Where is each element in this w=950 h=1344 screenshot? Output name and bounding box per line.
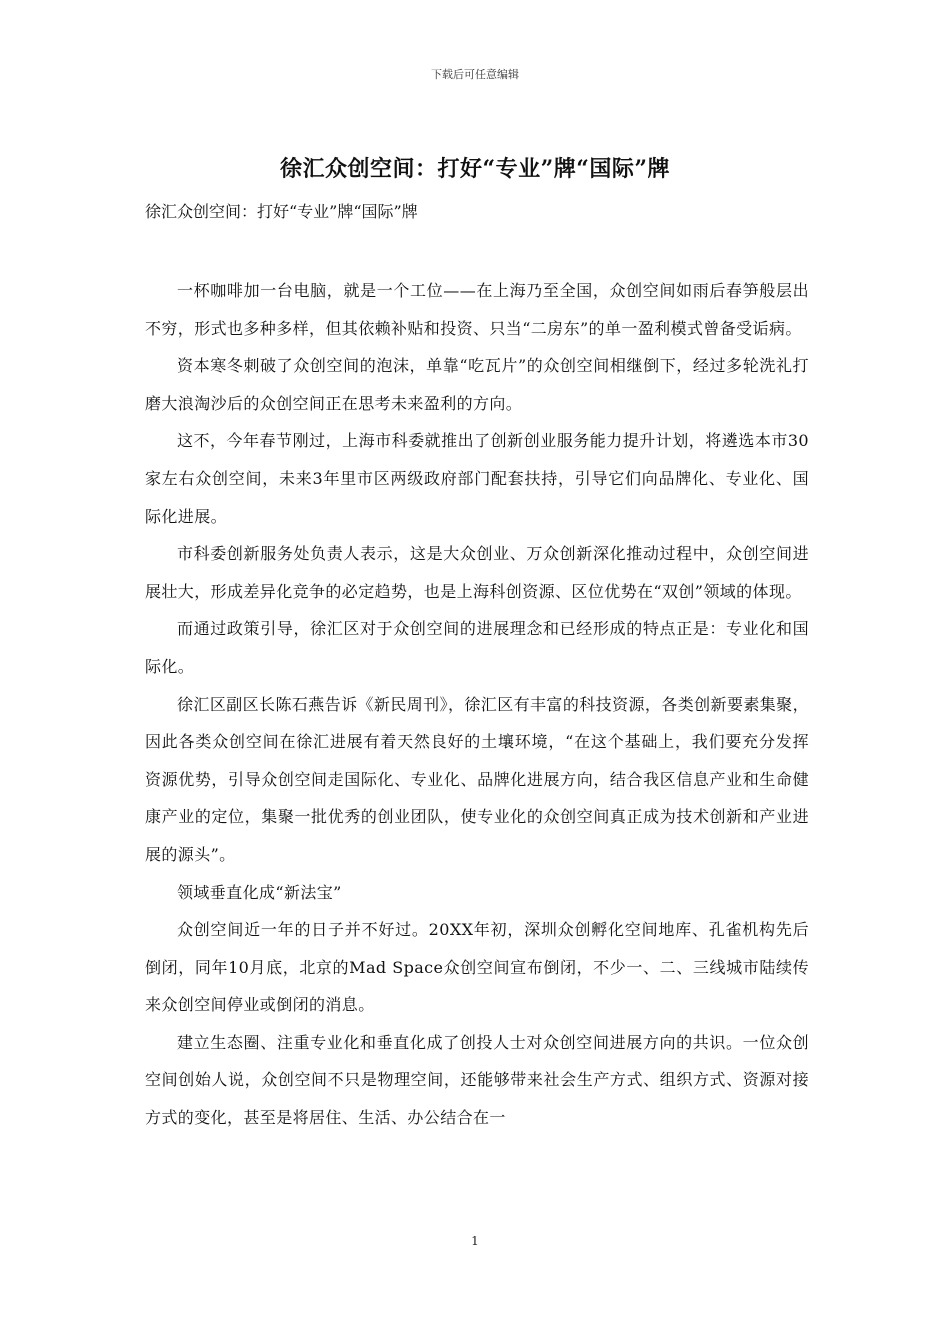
paragraph: 建立生态圈、注重专业化和垂直化成了创投人士对众创空间进展方向的共识。一位众创空间创始人说，众创空间不只是物理空间，还能够带来社会生产方式、组织方式、资源对接方式的变化，甚至是将居住、生活、办公结合在一: [145, 1032, 809, 1128]
paragraph: 众创空间近一年的日子并不好过。20XX年初，深圳众创孵化空间地库、孔雀机构先后倒闭，同年10月底，北京的Mad Space众创空间宣布倒闭，不少一、二、三线城市陆续传来众创空间停业或倒闭的消息。: [145, 920, 809, 1015]
body-text: [145, 272, 809, 1137]
paragraph: 而通过政策引导，徐汇区对于众创空间的进展理念和已经形成的特点正是：专业化和国际化。: [145, 619, 809, 676]
paragraph: 徐汇区副区长陈石燕告诉《新民周刊》，徐汇区有丰富的科技资源，各类创新要素集聚，因此各类众创空间在徐汇进展有着天然良好的土壤环境，“在这个基础上，我们要充分发挥资源优势，引导众创空间走国际化、专业化、品牌化进展方向，结合我区信息产业和生命健康产业的定位，集聚一批优秀的创业团队，使专业化的众创空间真正成为技术创新和产业进展的源头”。: [145, 694, 809, 864]
paragraph: 这不，今年春节刚过，上海市科委就推出了创新创业服务能力提升计划，将遴选本市30家左右众创空间，未来3年里市区两级政府部门配套扶持，引导它们向品牌化、专业化、国际化进展。: [145, 431, 809, 526]
page-number: 1: [471, 1234, 479, 1248]
paragraph: 市科委创新服务处负责人表示，这是大众创业、万众创新深化推动过程中，众创空间进展壮大，形成差异化竞争的必定趋势，也是上海科创资源、区位优势在“双创”领域的体现。: [145, 544, 809, 601]
section-heading: 领域垂直化成“新法宝”: [177, 882, 342, 902]
header-note: 下载后可任意编辑: [431, 68, 519, 81]
document-title: 徐汇众创空间：打好“专业”牌“国际”牌: [279, 156, 671, 182]
paragraph: 一杯咖啡加一台电脑，就是一个工位——在上海乃至全国，众创空间如雨后春笋般层出不穷，形式也多种多样，但其依赖补贴和投资、只当“二房东”的单一盈利模式曾备受诟病。: [145, 281, 809, 338]
paragraph: 资本寒冬刺破了众创空间的泡沫，单靠“吃瓦片”的众创空间相继倒下，经过多轮洗礼打磨大浪淘沙后的众创空间正在思考未来盈利的方向。: [145, 356, 809, 413]
document-subtitle: 徐汇众创空间：打好“专业”牌“国际”牌: [145, 202, 418, 221]
